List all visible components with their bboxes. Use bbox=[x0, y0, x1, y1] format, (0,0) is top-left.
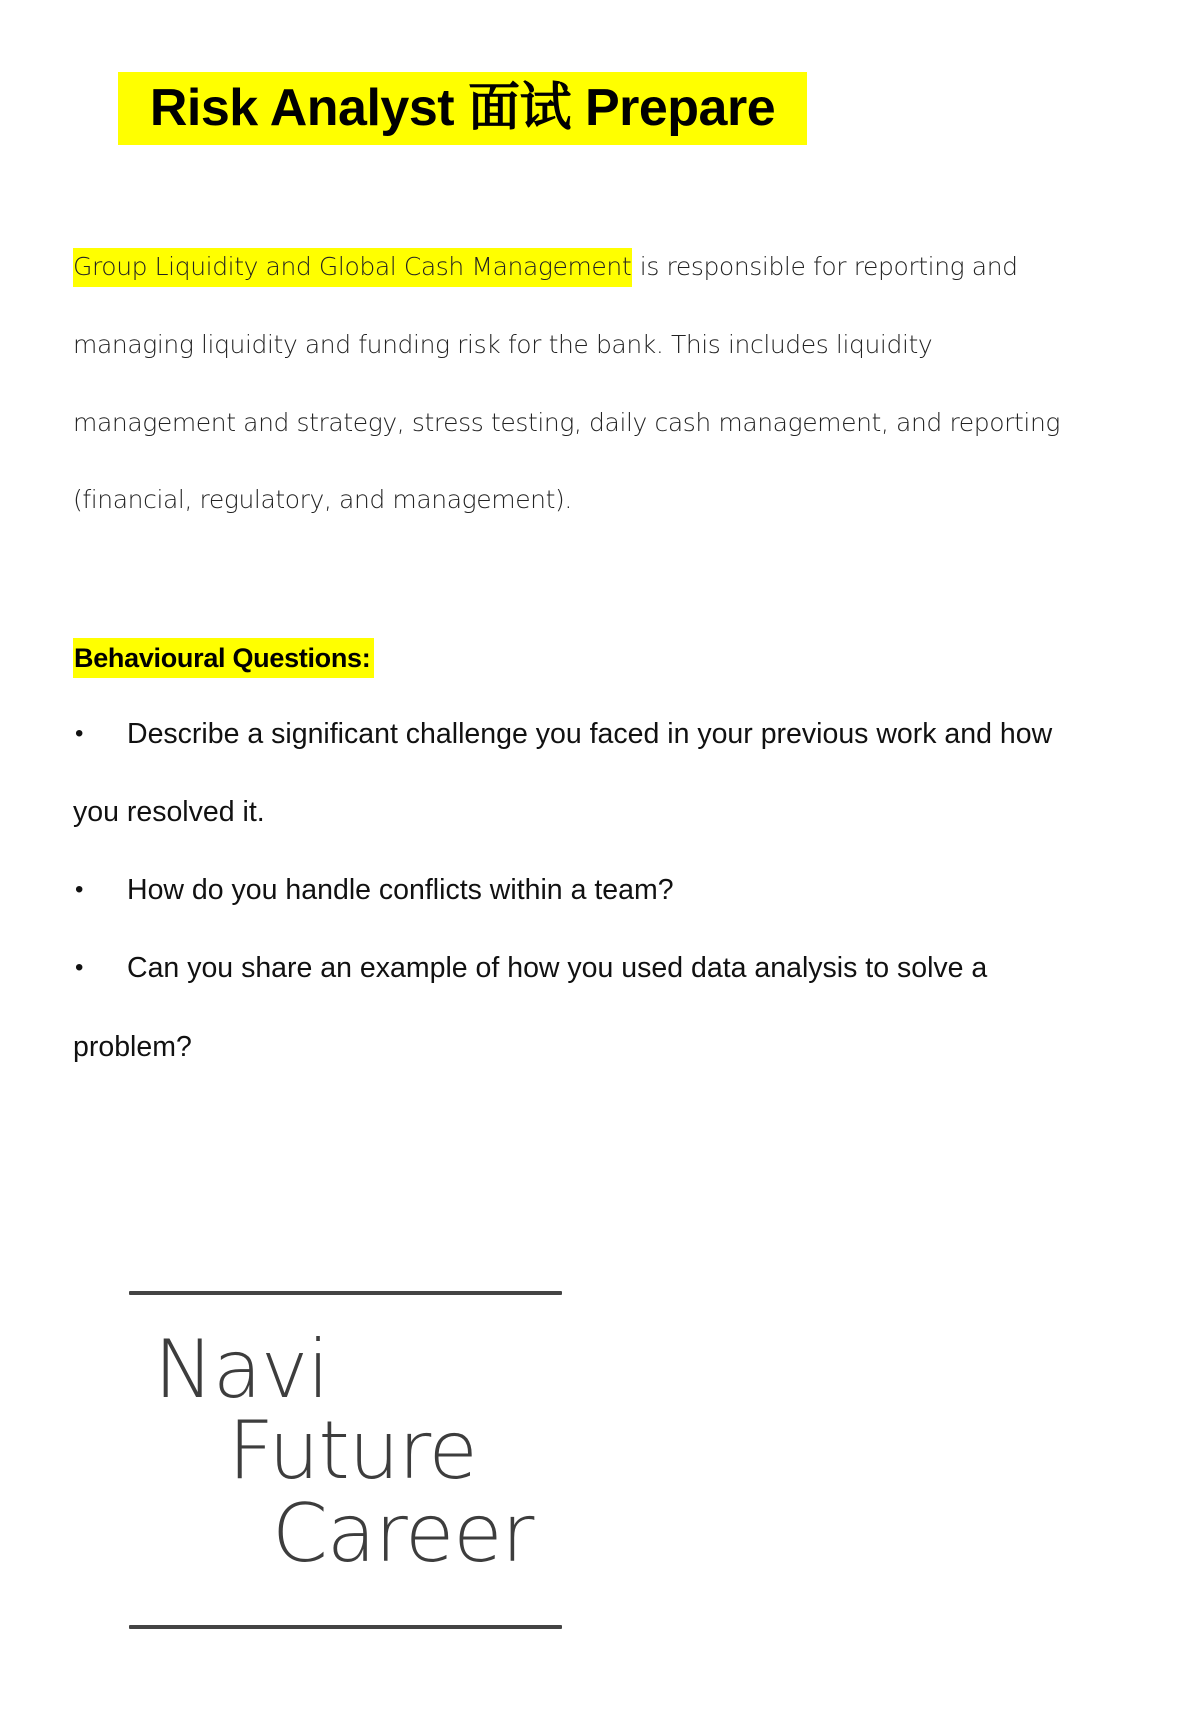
intro-line-4: (financial, regulatory, and management). bbox=[73, 485, 572, 514]
intro-line-1: Group Liquidity and Global Cash Management is responsible for reporting and bbox=[73, 252, 1018, 282]
question-3-line-1: Can you share an example of how you used data analysis to solve a bbox=[127, 952, 988, 984]
logo-word-navi: Navi bbox=[154, 1323, 329, 1416]
logo-word-future: Future bbox=[228, 1404, 477, 1497]
logo-top-rule bbox=[129, 1291, 562, 1295]
logo-bottom-rule bbox=[129, 1625, 562, 1629]
bullet-icon: • bbox=[75, 720, 84, 747]
intro-line-2: managing liquidity and funding risk for the bank. This includes liquidity bbox=[73, 330, 933, 359]
question-2-line-1: How do you handle conflicts within a team? bbox=[127, 874, 674, 906]
question-3-line-2: problem? bbox=[73, 1031, 192, 1063]
question-1-line-1: Describe a significant challenge you faced in your previous work and how bbox=[127, 718, 1053, 750]
bullet-icon: • bbox=[75, 954, 84, 981]
intro-line-3: management and strategy, stress testing, daily cash management, and reporting bbox=[73, 408, 1060, 437]
question-1-line-2: you resolved it. bbox=[73, 796, 265, 828]
bullet-icon: • bbox=[75, 876, 84, 903]
highlighted-department: Group Liquidity and Global Cash Management bbox=[73, 248, 632, 287]
page-title: Risk Analyst 面试 Prepare bbox=[149, 79, 776, 137]
section-heading-behavioural: Behavioural Questions: bbox=[73, 638, 374, 678]
logo-word-career: Career bbox=[272, 1487, 534, 1580]
